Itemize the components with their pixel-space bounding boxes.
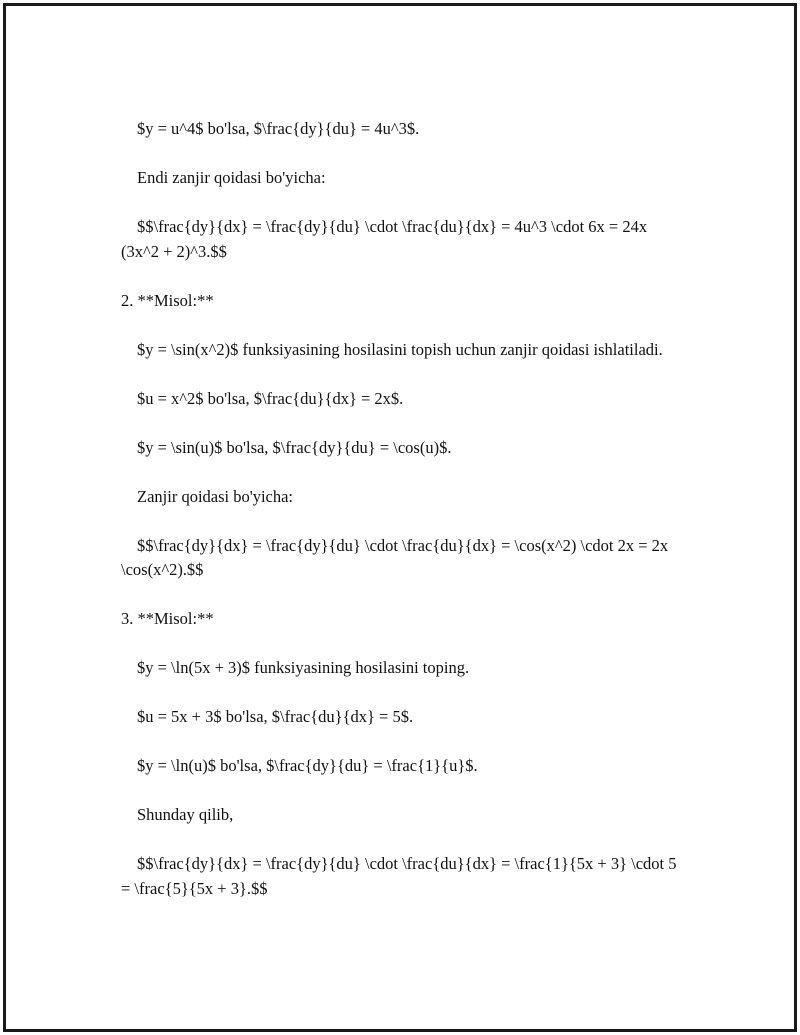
page-frame — [3, 3, 797, 1032]
example-heading: 2. **Misol:** — [121, 290, 214, 310]
paragraph: $u = x^2$ bo'lsa, $\frac{du}{dx} = 2x$. — [137, 388, 404, 408]
paragraph: $y = \ln(5x + 3)$ funksiyasining hosilasini toping. — [137, 658, 470, 677]
paragraph: $y = \sin(x^2)$ funksiyasining hosilasini topish uchun zanjir qoidasi ishlatiladi. — [137, 339, 663, 359]
paragraph: Zanjir qoidasi bo'yicha: — [137, 486, 294, 506]
paragraph: Shunday qilib, — [137, 805, 234, 824]
paragraph: Endi zanjir qoidasi bo'yicha: — [137, 168, 326, 187]
document-body — [121, 117, 681, 926]
equation-paragraph: $$\frac{dy}{dx} = \frac{dy}{du} \cdot \frac{du}{dx} = \cos(x^2) \cdot 2x = 2x \cos(x^2).$$ — [121, 535, 673, 579]
paragraph: $y = u^4$ bo'lsa, $\frac{dy}{du} = 4u^3$. — [137, 119, 420, 138]
equation-paragraph: $$\frac{dy}{dx} = \frac{dy}{du} \cdot \frac{du}{dx} = \frac{1}{5x + 3} \cdot 5 = \frac{5}{5x + 3}.$$ — [121, 854, 681, 898]
paragraph: $y = \sin(u)$ bo'lsa, $\frac{dy}{du} = \cos(u)$. — [137, 437, 452, 457]
example-heading: 3. **Misol:** — [121, 609, 214, 628]
paragraph: $u = 5x + 3$ bo'lsa, $\frac{du}{dx} = 5$. — [137, 707, 414, 726]
equation-paragraph: $$\frac{dy}{dx} = \frac{dy}{du} \cdot \frac{du}{dx} = 4u^3 \cdot 6x = 24x (3x^2 + 2)^3.$$ — [121, 217, 652, 261]
paragraph: $y = \ln(u)$ bo'lsa, $\frac{dy}{du} = \frac{1}{u}$. — [137, 756, 478, 775]
